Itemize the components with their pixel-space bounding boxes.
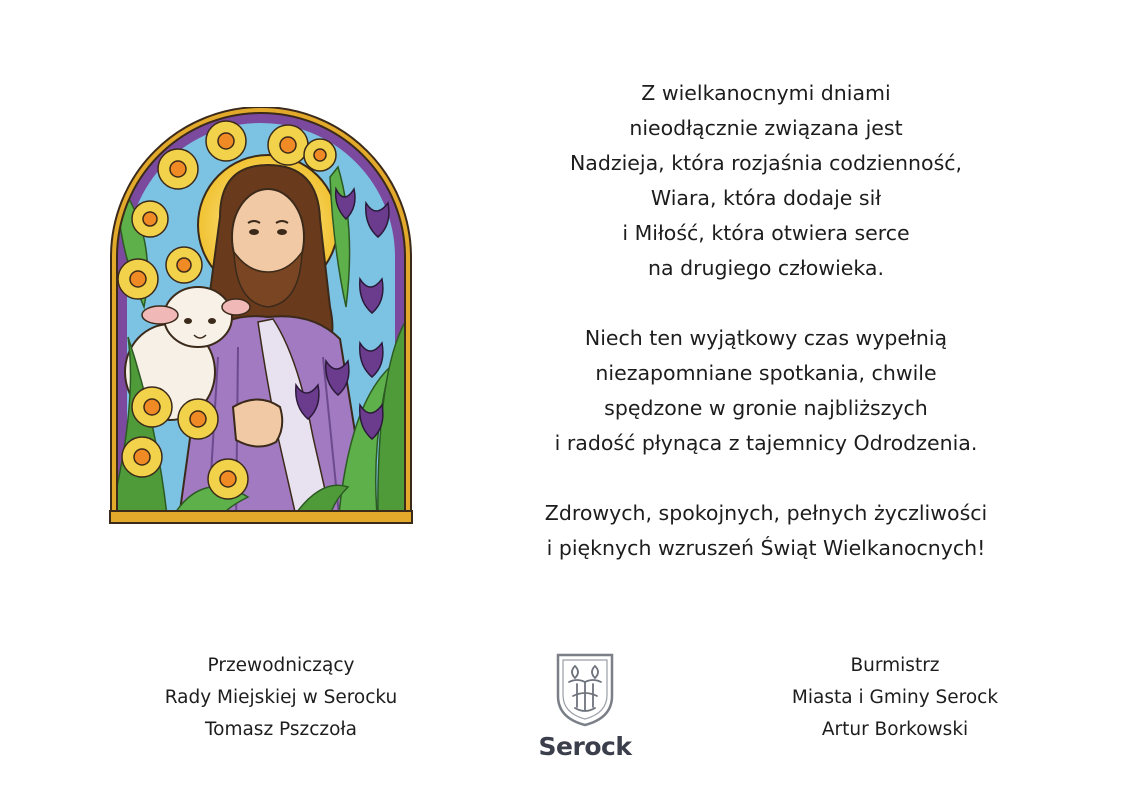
signature-office: Miasta i Gminy Serock	[791, 687, 999, 708]
greeting-paragraph	[470, 496, 1062, 566]
greeting-line: nieodłącznie związana jest	[629, 116, 903, 140]
greeting-paragraph	[470, 76, 1062, 286]
greeting-line: Zdrowych, spokojnych, pełnych życzliwości	[544, 501, 988, 525]
stained-glass-window-illustration	[108, 107, 414, 525]
signature-council-chairman	[120, 650, 442, 746]
greeting-line: Z wielkanocnymi dniami	[641, 81, 891, 105]
logo-wordmark: Serock	[538, 732, 632, 761]
signature-title: Przewodniczący	[207, 655, 355, 676]
greeting-line: i pięknych wzruszeń Świąt Wielkanocnych!	[546, 536, 986, 560]
greeting-line: spędzone w gronie najbliższych	[604, 396, 928, 420]
signature-mayor	[750, 650, 1040, 746]
greeting-line: Niech ten wyjątkowy czas wypełnią	[584, 326, 948, 350]
greeting-text	[470, 76, 1062, 566]
greeting-paragraph	[470, 321, 1062, 461]
serock-logo	[530, 650, 640, 765]
greeting-line: niezapomniane spotkania, chwile	[595, 361, 937, 385]
signature-office: Rady Miejskiej w Serocku	[164, 687, 398, 708]
signature-title: Burmistrz	[850, 655, 940, 676]
signature-name: Tomasz Pszczoła	[204, 719, 358, 740]
greeting-line: i radość płynąca z tajemnicy Odrodzenia.	[554, 431, 978, 455]
signature-name: Artur Borkowski	[821, 719, 969, 740]
greeting-line: Wiara, która dodaje sił	[650, 186, 882, 210]
serock-coat-of-arms-icon	[555, 652, 615, 728]
greeting-line: Nadzieja, która rozjaśnia codzienność,	[569, 151, 963, 175]
greeting-line: i Miłość, która otwiera serce	[622, 221, 910, 245]
greeting-line: na drugiego człowieka.	[648, 256, 884, 280]
